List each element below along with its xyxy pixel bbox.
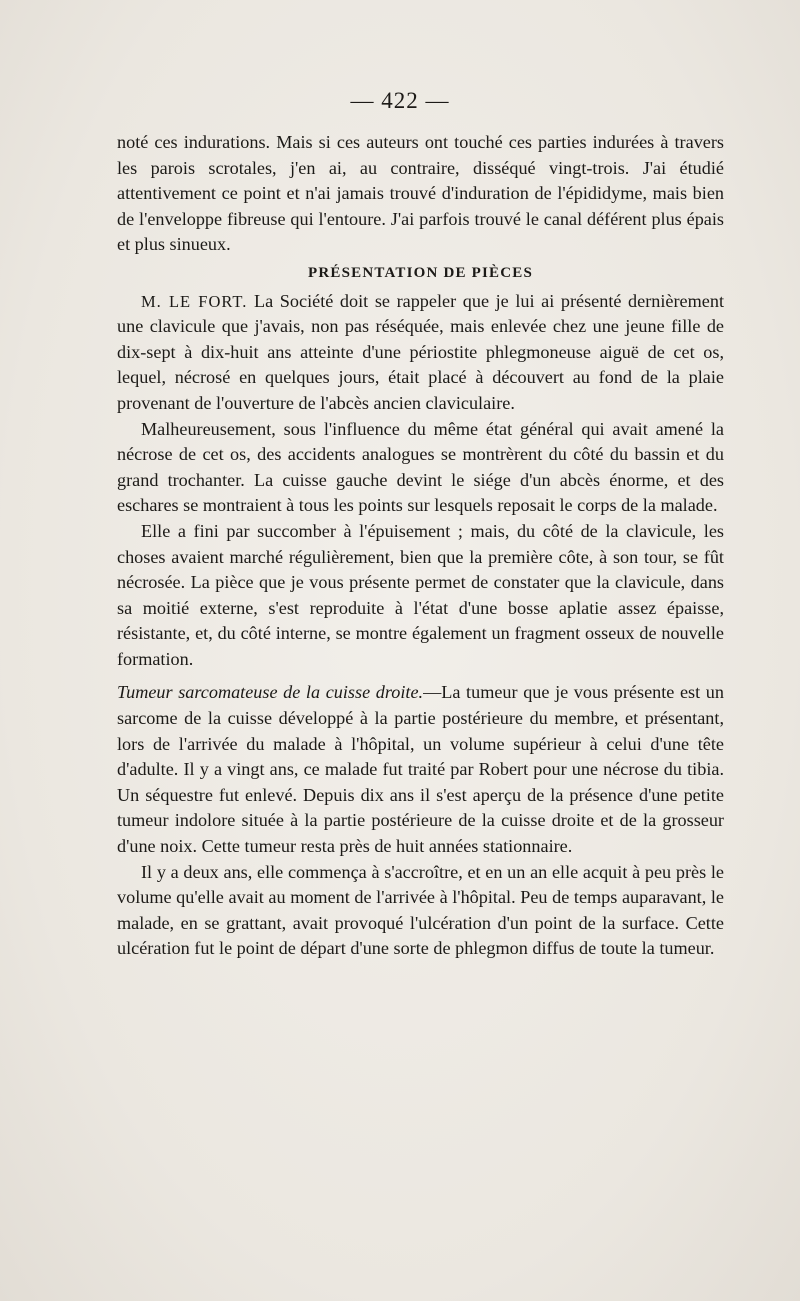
paragraph-3: Elle a fini par succomber à l'épuisement ; mais, du côté de la clavicule, les choses avaient marché régulièrement, bien que la première côte, à son tour, se fût nécrosée. La pièce que je vous présente permet de constater que la clavicule, dans sa moitié externe, s'est reproduite à l'état d'une bosse aplatie assez épaisse, résistante, et, du côté interne, se montre également un fragment osseux de nouvelle formation. xyxy=(117,520,724,669)
tumor-title: Tumeur sarcomateuse de la cuisse droite. xyxy=(117,682,424,703)
tumor-paragraph-container xyxy=(117,680,724,859)
paragraph-2: Malheureusement, sous l'influence du même état général qui avait amené la nécrose de cet os, des accidents analogues se montrèrent du côté du bassin et du grand trochanter. La cuisse gauche devint le siége d'un abcès énorme, et des eschares se montraient à tous les points sur lesquels reposait le corps de la malade. xyxy=(117,418,724,516)
section-heading: PRÉSENTATION DE PIÈCES xyxy=(307,264,534,281)
intro-paragraph: noté ces indurations. Mais si ces auteurs ont touché ces parties indurées à travers les parois scrotales, j'en ai, au contraire, disséqué vingt-trois. J'ai étudié attentivement ce point et n'ai jamais trouvé d'induration de l'épididyme, mais bien de l'enveloppe fibreuse qui l'entoure. J'ai parfois trouvé le canal déférent plus épais et plus sinueux. xyxy=(117,132,724,255)
body-text xyxy=(117,130,724,962)
speaker-paragraph-container xyxy=(117,289,724,417)
speaker-name: M. LE FORT. xyxy=(141,291,248,311)
paragraph-final: Il y a deux ans, elle commença à s'accroître, et en un an elle acquit à peu près le volume qu'elle avait au moment de l'arrivée à l'hôpital. Peu de temps auparavant, le malade, en se grattant, avait provoqué l'ulcération d'un point de la surface. Cette ulcération fut le point de départ d'une sorte de phlegmon diffus de toute la tumeur. xyxy=(117,861,724,959)
speaker-paragraph: La Société doit se rappeler que je lui ai présenté dernièrement une clavicule que j'avais, non pas réséquée, mais enlevée chez une jeune fille de dix-sept à dix-huit ans atteinte d'une périostite phlegmoneuse aiguë de cet os, lequel, nécrosé en quelques jours, était placé à découvert au fond de la plaie provenant de l'ouverture de l'abcès ancien claviculaire. xyxy=(117,290,724,413)
tumor-paragraph: —La tumeur que je vous présente est un sarcome de la cuisse développé à la partie postérieure du membre, et présentant, lors de l'arrivée du malade à l'hôpital, un volume supérieur à celui d'une tête d'adulte. Il y a vingt ans, ce malade fut traité par Robert pour une nécrose du tibia. Un séquestre fut enlevé. Depuis dix ans il s'est aperçu de la présence d'une petite tumeur indolore située à la partie postérieure de la cuisse droite et de la grosseur d'une noix. Cette tumeur resta près de huit années stationnaire. xyxy=(117,682,724,857)
page-number: — 422 — xyxy=(350,88,450,113)
section-gap xyxy=(117,672,724,680)
